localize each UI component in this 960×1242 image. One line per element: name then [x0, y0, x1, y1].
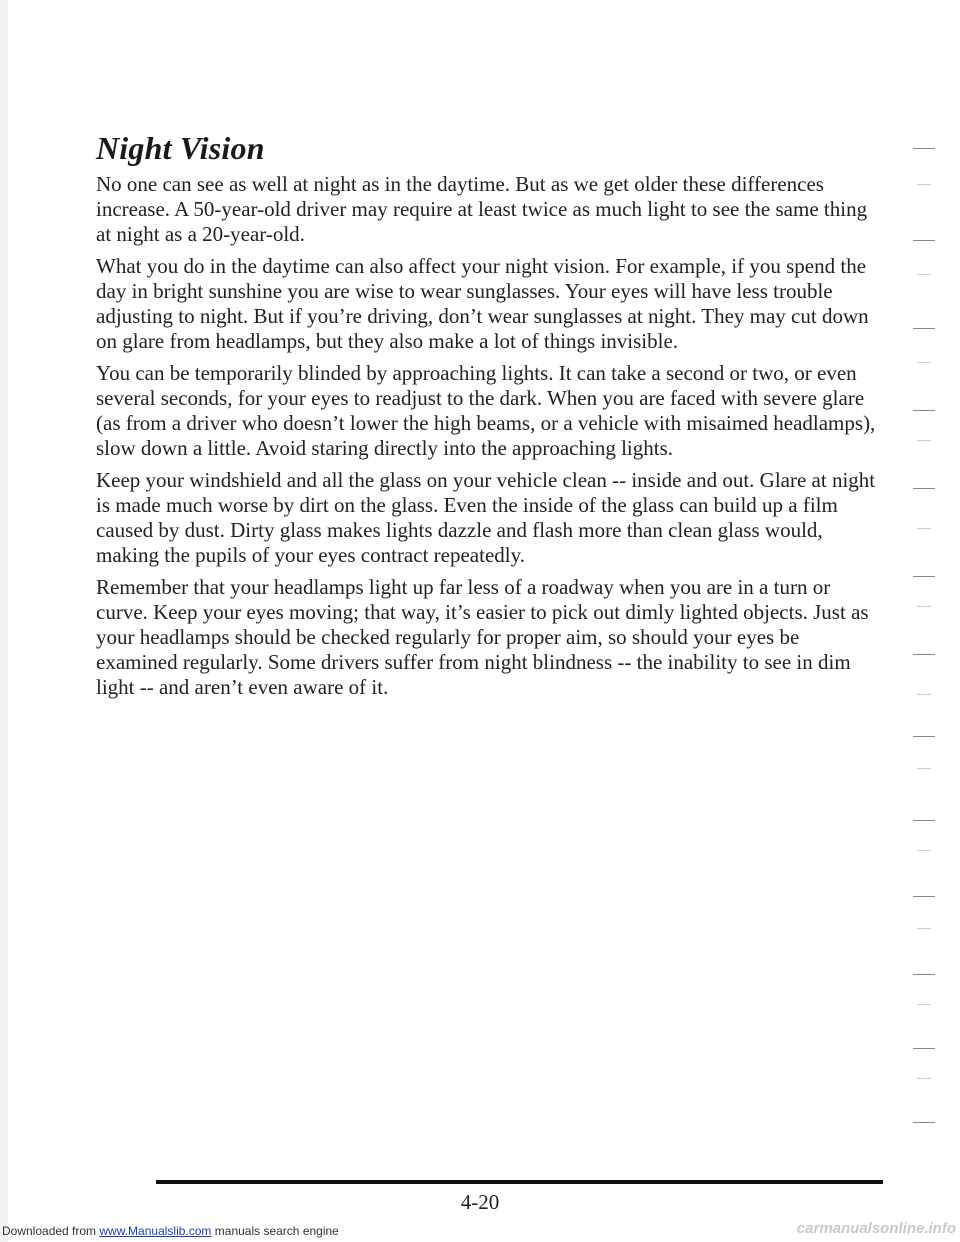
source-prefix: Downloaded from [2, 1224, 100, 1238]
margin-tick-marks [905, 148, 955, 1148]
margin-tick [913, 1122, 935, 1123]
paragraph-2: What you do in the daytime can also affect your night vision. For example, if you spend the day in bright sunshine you are wise to wear sunglasses. Your eyes will have less trouble adjusting to night. But if you’re driving, don’t wear sunglasses at night. They may cut down on glare from headlamps, but they also make a lot of things invisible. [96, 254, 869, 353]
margin-tick [917, 184, 931, 185]
margin-tick [917, 362, 931, 363]
margin-tick [917, 1004, 931, 1005]
margin-tick [913, 240, 935, 241]
page-number: 4-20 [460, 1190, 500, 1214]
section-title: Night Vision [96, 130, 265, 166]
download-source-line [2, 1224, 339, 1238]
source-suffix: manuals search engine [211, 1224, 339, 1238]
margin-tick [913, 974, 935, 975]
source-link[interactable]: www.Manualslib.com [99, 1224, 212, 1238]
margin-tick [913, 654, 935, 655]
margin-tick [917, 768, 931, 769]
margin-tick [913, 410, 935, 411]
margin-tick [917, 274, 931, 275]
paragraph-5: Remember that your headlamps light up far less of a roadway when you are in a turn or curve. Keep your eyes moving; that way, it’s easier to pick out dimly lighted objects. Just as your headlamps should be checked regularly for proper aim, so should your eyes be examined regularly. Some drivers suffer from night blindness -- the inability to see in dim light -- and aren’t even aware of it. [96, 575, 869, 699]
margin-tick [917, 928, 931, 929]
paragraph-1: No one can see as well at night as in the daytime. But as we get older these differences increase. A 50-year-old driver may require at least twice as much light to see the same thing at night as a 20-year-old. [96, 172, 868, 246]
margin-tick [917, 440, 931, 441]
margin-tick [913, 328, 935, 329]
margin-tick [917, 1078, 931, 1079]
margin-tick [917, 694, 931, 695]
margin-tick [913, 736, 935, 737]
margin-tick [917, 606, 931, 607]
margin-tick [913, 488, 935, 489]
margin-tick [917, 850, 931, 851]
paragraph-4: Keep your windshield and all the glass on your vehicle clean -- inside and out. Glare at night is made much worse by dirt on the glass. Even the inside of the glass can build up a film caused by dust. Dirty glass makes lights dazzle and flash more than clean glass would, making the pupils of your eyes contract repeatedly. [96, 468, 876, 567]
margin-tick [913, 820, 935, 821]
margin-tick [913, 896, 935, 897]
margin-tick [913, 576, 935, 577]
footer-rule [156, 1180, 883, 1184]
paragraph-3: You can be temporarily blinded by approaching lights. It can take a second or two, or even several seconds, for your eyes to readjust to the dark. When you are faced with severe glare (as from a driver who doesn’t lower the high beams, or a vehicle with misaimed headlamps), slow down a little. Avoid staring directly into the approaching lights. [96, 361, 876, 460]
margin-tick [913, 148, 935, 149]
scan-edge [0, 0, 8, 1242]
watermark: carmanualsonline.info [796, 1220, 956, 1237]
section-body [96, 172, 886, 707]
margin-tick [913, 1048, 935, 1049]
margin-tick [917, 528, 931, 529]
